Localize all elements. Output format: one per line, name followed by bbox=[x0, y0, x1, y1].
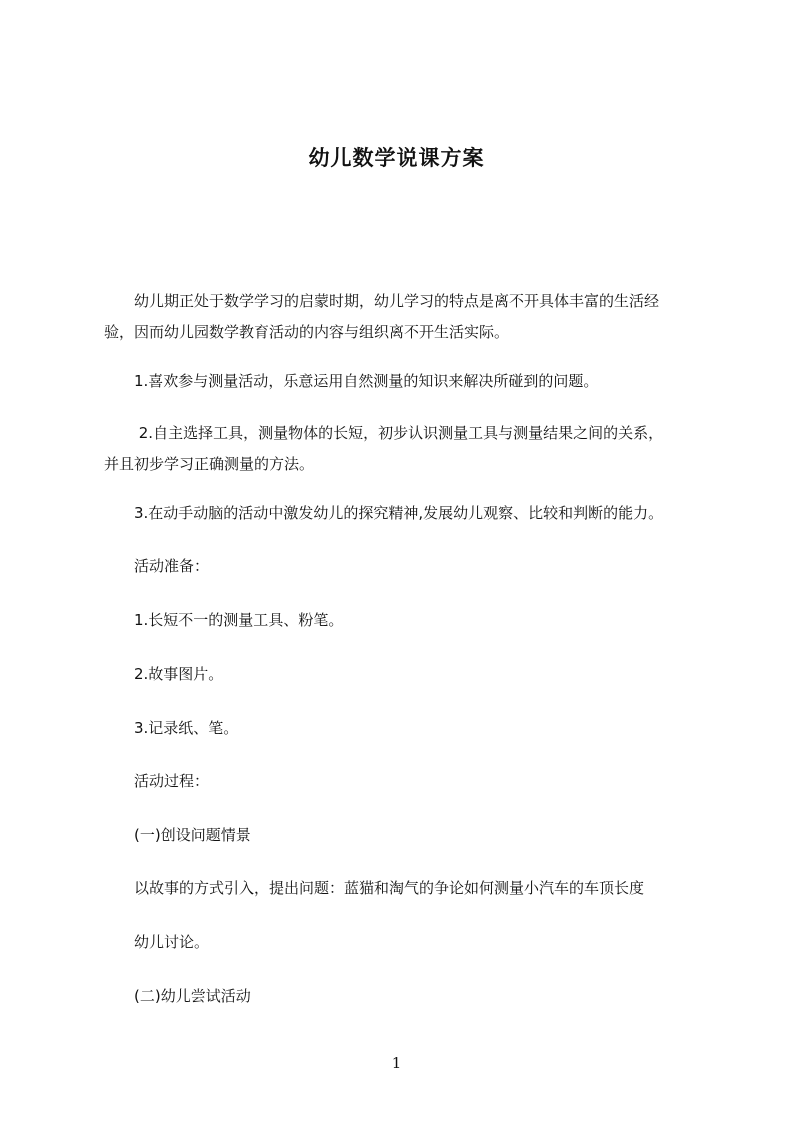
paragraph-goal-1 bbox=[104, 366, 704, 397]
process-step-1-heading bbox=[104, 820, 704, 851]
preparation-item-3 bbox=[104, 713, 704, 744]
heading-activity-preparation bbox=[104, 551, 704, 582]
paragraph-line: 活动过程： bbox=[104, 772, 210, 790]
process-step-2-heading bbox=[104, 981, 704, 1012]
preparation-item-2 bbox=[104, 659, 704, 690]
paragraph-line: 活动准备： bbox=[104, 557, 210, 575]
paragraph-line: 1.喜欢参与测量活动，乐意运用自然测量的知识来解决所碰到的问题。 bbox=[104, 372, 599, 390]
paragraph-line: 3.在动手动脑的活动中激发幼儿的探究精神,发展幼儿观察、比较和判断的能力。 bbox=[104, 504, 664, 522]
paragraph-goal-2 bbox=[104, 418, 704, 480]
paragraph-line: 3.记录纸、笔。 bbox=[104, 719, 239, 737]
paragraph-line: (一)创设问题情景 bbox=[104, 826, 251, 844]
process-step-1-text bbox=[104, 873, 704, 904]
paragraph-line: 1.长短不一的测量工具、粉笔。 bbox=[104, 611, 344, 629]
process-step-1-discussion bbox=[104, 927, 704, 958]
paragraph-line: 2.自主选择工具，测量物体的长短，初步认识测量工具与测量结果之间的关系， bbox=[104, 424, 664, 442]
paragraph-line: 幼儿讨论。 bbox=[104, 933, 210, 951]
paragraph-line: 2.故事图片。 bbox=[104, 665, 224, 683]
heading-activity-process bbox=[104, 766, 704, 797]
paragraph-goal-3 bbox=[104, 498, 704, 529]
paragraph-line: 验，因而幼儿园数学教育活动的内容与组织离不开生活实际。 bbox=[104, 323, 510, 341]
paragraph-line: (二)幼儿尝试活动 bbox=[104, 987, 251, 1005]
document-title: 幼儿数学说课方案 bbox=[308, 146, 485, 170]
paragraph-line: 以故事的方式引入，提出问题：蓝猫和淘气的争论如何测量小汽车的车顶长度 bbox=[104, 879, 645, 897]
paragraph-intro bbox=[104, 286, 704, 348]
page-number: 1 bbox=[391, 1054, 402, 1072]
preparation-item-1 bbox=[104, 605, 704, 636]
paragraph-line: 幼儿期正处于数学学习的启蒙时期，幼儿学习的特点是离不开具体丰富的生活经 bbox=[104, 292, 660, 310]
paragraph-line: 并且初步学习正确测量的方法。 bbox=[104, 455, 315, 473]
